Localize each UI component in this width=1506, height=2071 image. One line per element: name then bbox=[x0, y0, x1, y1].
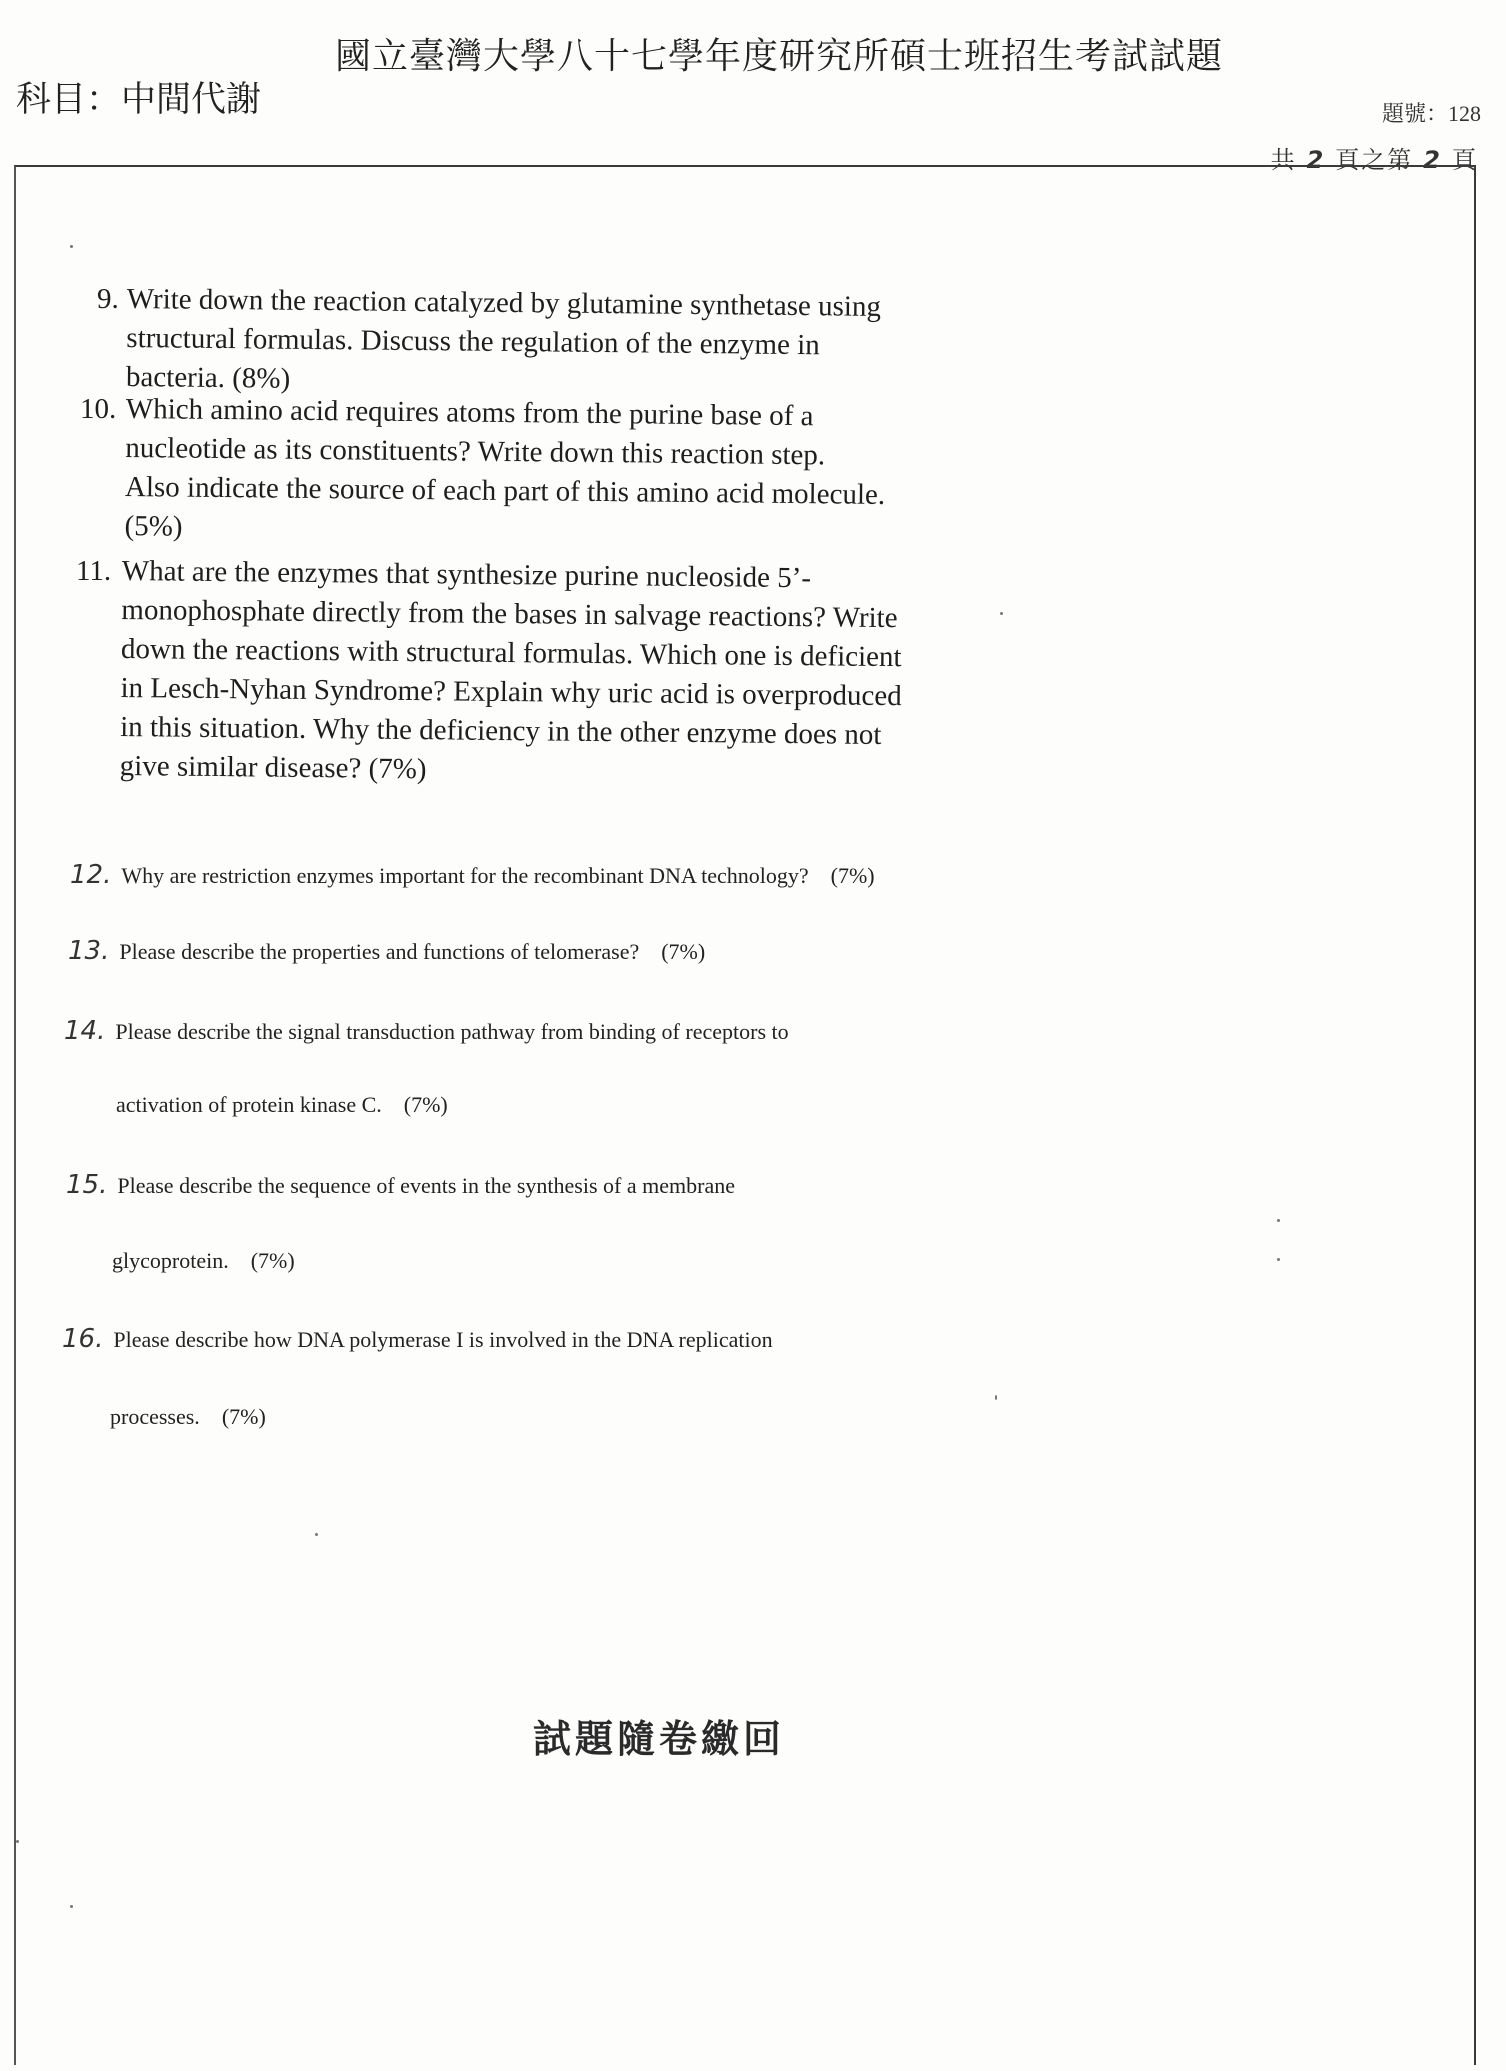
handwritten-number: 16. bbox=[62, 1324, 104, 1354]
question-number-label: 11. bbox=[76, 555, 112, 587]
scan-speck bbox=[1277, 1258, 1280, 1261]
page-suffix: 頁 bbox=[1452, 148, 1478, 174]
points-label: (7%) bbox=[221, 1404, 266, 1429]
question-line: What are the enzymes that synthesize purine nucleoside 5’- bbox=[121, 554, 812, 595]
scan-speck bbox=[1277, 1219, 1280, 1222]
scan-speck bbox=[315, 1533, 318, 1536]
question-line: (5%) bbox=[124, 509, 183, 543]
question-line: Also indicate the source of each part of this amino acid molecule. bbox=[124, 470, 886, 511]
question-text: Please describe the properties and functions of telomerase? bbox=[119, 939, 640, 964]
return-with-paper-stamp: 試題隨卷繳回 bbox=[533, 1716, 786, 1761]
scan-speck bbox=[70, 245, 73, 248]
question-text: Please describe the signal transduction pathway from binding of receptors to bbox=[115, 1019, 789, 1044]
question-16-continuation bbox=[110, 1404, 266, 1430]
question-line: nucleotide as its constituents? Write down this reaction step. bbox=[125, 431, 826, 472]
question-line: Which amino acid requires atoms from the purine base of a bbox=[125, 392, 814, 433]
question-15 bbox=[66, 1170, 735, 1200]
page-total: 2 bbox=[1306, 146, 1326, 174]
exam-title: 國立臺灣大學八十七學年度研究所碩士班招生考試試題 bbox=[335, 36, 1224, 77]
question-9 bbox=[97, 280, 967, 397]
scan-speck bbox=[16, 1840, 19, 1843]
page-total-prefix: 共 bbox=[1270, 148, 1297, 174]
question-14-continuation bbox=[116, 1092, 448, 1118]
question-line: give similar disease? (7%) bbox=[119, 749, 427, 786]
question-line: down the reactions with structural formulas. Which one is deficient bbox=[120, 632, 902, 674]
question-number-label: 9. bbox=[97, 283, 119, 315]
page-middle-text: 頁之第 bbox=[1335, 148, 1414, 174]
question-text: processes. bbox=[110, 1404, 200, 1429]
question-line: structural formulas. Discuss the regulation of the enzyme in bbox=[126, 321, 820, 362]
question-number-label: 10. bbox=[80, 393, 117, 425]
question-16 bbox=[62, 1324, 773, 1354]
question-number: 題號：128 bbox=[1381, 101, 1481, 126]
question-14 bbox=[64, 1016, 789, 1046]
scan-speck bbox=[995, 1395, 997, 1400]
handwritten-number: 12. bbox=[70, 860, 112, 890]
question-10 bbox=[80, 390, 950, 546]
question-11 bbox=[76, 552, 976, 786]
scan-speck bbox=[1000, 612, 1003, 615]
question-line: in Lesch-Nyhan Syndrome? Explain why uric acid is overproduced bbox=[120, 671, 902, 713]
points-label: (7%) bbox=[661, 939, 706, 964]
question-line: Write down the reaction catalyzed by glutamine synthetase using bbox=[126, 282, 882, 323]
page-current: 2 bbox=[1423, 146, 1442, 174]
points-label: (7%) bbox=[403, 1092, 448, 1117]
question-13 bbox=[68, 936, 705, 966]
question-12 bbox=[70, 860, 875, 890]
question-text: Please describe how DNA polymerase I is involved in the DNA replication bbox=[113, 1327, 773, 1352]
scan-speck bbox=[70, 1905, 73, 1908]
question-text: activation of protein kinase C. bbox=[116, 1092, 382, 1117]
question-text: Why are restriction enzymes important for the recombinant DNA technology? bbox=[121, 863, 809, 888]
handwritten-number: 13. bbox=[68, 936, 110, 966]
question-line: bacteria. (8%) bbox=[125, 360, 291, 395]
points-label: (7%) bbox=[830, 863, 875, 888]
question-15-continuation bbox=[112, 1248, 295, 1274]
subject-label: 科目：中間代謝 bbox=[16, 80, 262, 120]
handwritten-number: 14. bbox=[64, 1016, 106, 1046]
question-text: glycoprotein. bbox=[112, 1248, 229, 1273]
question-text: Please describe the sequence of events in the synthesis of a membrane bbox=[117, 1173, 735, 1198]
handwritten-number: 15. bbox=[66, 1170, 108, 1200]
question-line: in this situation. Why the deficiency in the other enzyme does not bbox=[119, 710, 882, 751]
points-label: (7%) bbox=[250, 1248, 295, 1273]
question-line: monophosphate directly from the bases in salvage reactions? Write bbox=[121, 593, 898, 635]
